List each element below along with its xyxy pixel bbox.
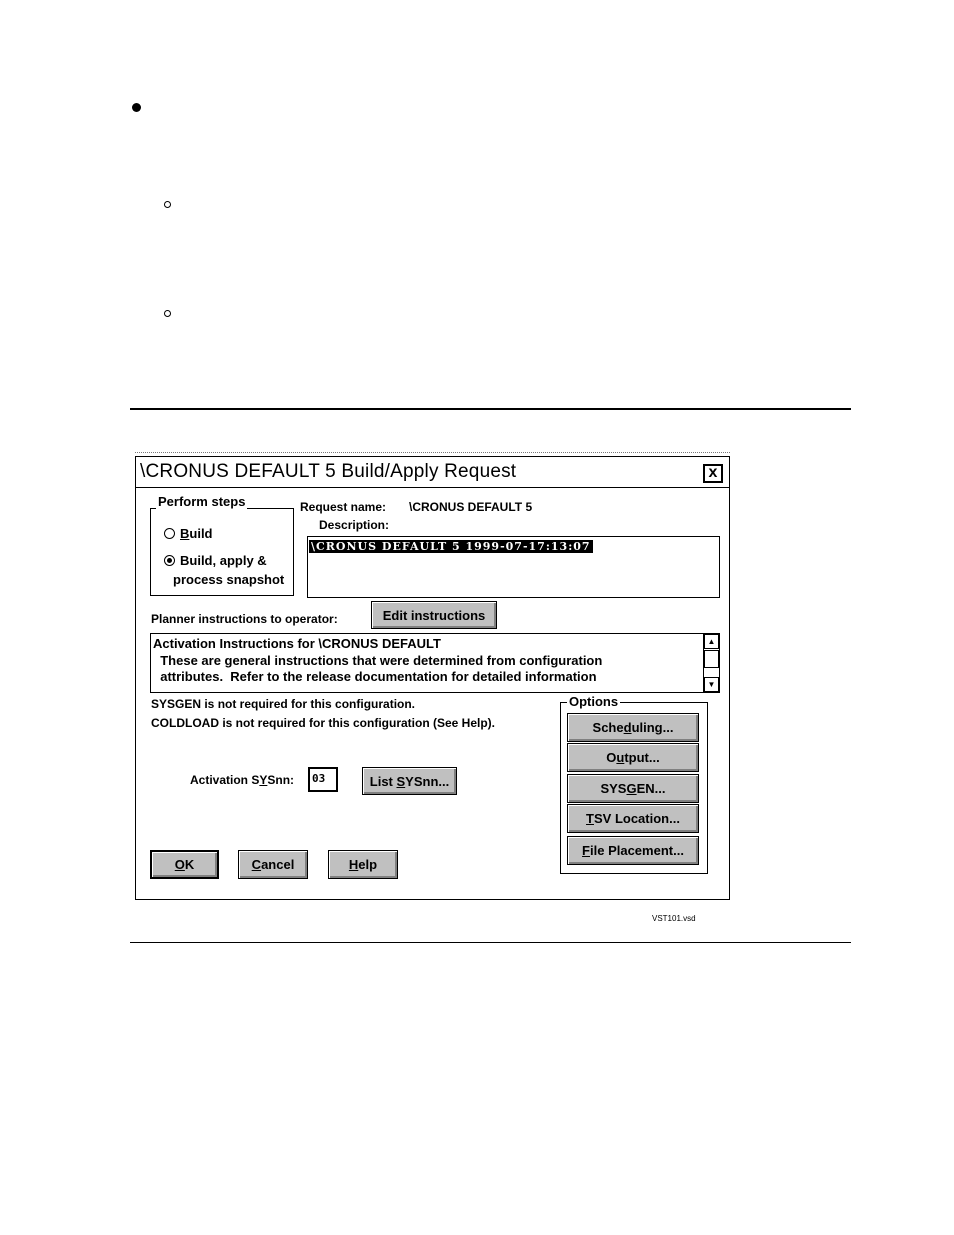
description-label: Description: (319, 518, 390, 532)
planner-instructions-label: Planner instructions to operator: (151, 612, 338, 626)
help-label: Help (348, 857, 378, 872)
scheduling-label: Scheduling... (592, 720, 674, 735)
tsv-location-button[interactable] (567, 804, 699, 833)
cancel-label: Cancel (251, 857, 295, 872)
perform-steps-legend: Perform steps (158, 494, 246, 509)
instructions-line-3: attributes. Refer to the release documentation for detailed information (153, 669, 597, 684)
build-label-rest: uild (189, 526, 213, 541)
edit-instructions-button[interactable] (371, 601, 497, 629)
dialog-title: \CRONUS DEFAULT 5 Build/Apply Request (140, 461, 517, 482)
sysgen-status: SYSGEN is not required for this configuration. (151, 697, 416, 711)
sub-bullet-marker (164, 310, 171, 317)
build-radio-label: Build (180, 526, 213, 541)
cancel-button[interactable] (238, 850, 308, 879)
file-placement-label: File Placement... (582, 843, 684, 858)
list-sysnn-button[interactable] (362, 767, 457, 795)
coldload-status: COLDLOAD is not required for this configuration (See Help). (151, 716, 496, 730)
instructions-line-2: These are general instructions that were determined from configuration (153, 653, 603, 668)
tsv-location-label: TSV Location... (586, 811, 680, 826)
title-divider (136, 487, 729, 488)
build-apply-radio[interactable] (164, 555, 175, 566)
build-radio[interactable] (164, 528, 175, 539)
request-name-value: \CRONUS DEFAULT 5 (409, 500, 533, 514)
figure-top-rule (130, 408, 851, 410)
build-apply-request-dialog (135, 456, 730, 900)
help-button[interactable] (328, 850, 398, 879)
description-value: \CRONUS DEFAULT 5 1999-07-17:13:07 (311, 540, 591, 553)
instructions-line-1: Activation Instructions for \CRONUS DEFAULT (153, 636, 441, 651)
activation-sysnn-label: Activation SYSnn: (190, 773, 295, 787)
sysgen-button[interactable] (567, 774, 699, 803)
output-button[interactable] (567, 743, 699, 772)
file-placement-button[interactable] (567, 836, 699, 865)
dialog-shadow-edge (135, 452, 730, 455)
edit-instructions-label: Edit instructions (382, 607, 486, 623)
activation-sysnn-value: 03 (312, 772, 326, 785)
build-apply-label-line2: process snapshot (173, 572, 285, 587)
instructions-scrollbar[interactable] (703, 634, 720, 692)
build-apply-radio-option[interactable] (164, 553, 292, 589)
instructions-textarea[interactable] (150, 633, 720, 693)
scroll-thumb[interactable] (704, 650, 719, 668)
title-bar[interactable] (136, 457, 729, 489)
build-radio-option[interactable] (164, 526, 274, 542)
scheduling-button[interactable] (567, 713, 699, 742)
activation-sysnn-input[interactable] (308, 767, 338, 792)
build-apply-label-line1: Build, apply & (180, 553, 267, 568)
close-button[interactable] (703, 464, 723, 483)
list-sysnn-label: List SYSnn... (369, 773, 450, 789)
options-legend: Options (569, 694, 619, 709)
ok-label: OK (174, 857, 195, 872)
figure-bottom-rule (130, 942, 851, 943)
scroll-up-button[interactable]: ▲ (704, 634, 719, 649)
description-field[interactable] (307, 536, 720, 598)
output-label: Output... (606, 750, 660, 765)
ok-button[interactable] (150, 850, 219, 879)
sub-bullet-marker (164, 201, 171, 208)
sysgen-label: SYSGEN... (600, 781, 666, 796)
close-icon: x (708, 464, 718, 481)
bullet-marker (132, 103, 141, 112)
figure-caption: VST101.vsd (652, 914, 696, 923)
request-name-label: Request name: (300, 500, 387, 514)
scroll-down-button[interactable]: ▼ (704, 677, 719, 692)
